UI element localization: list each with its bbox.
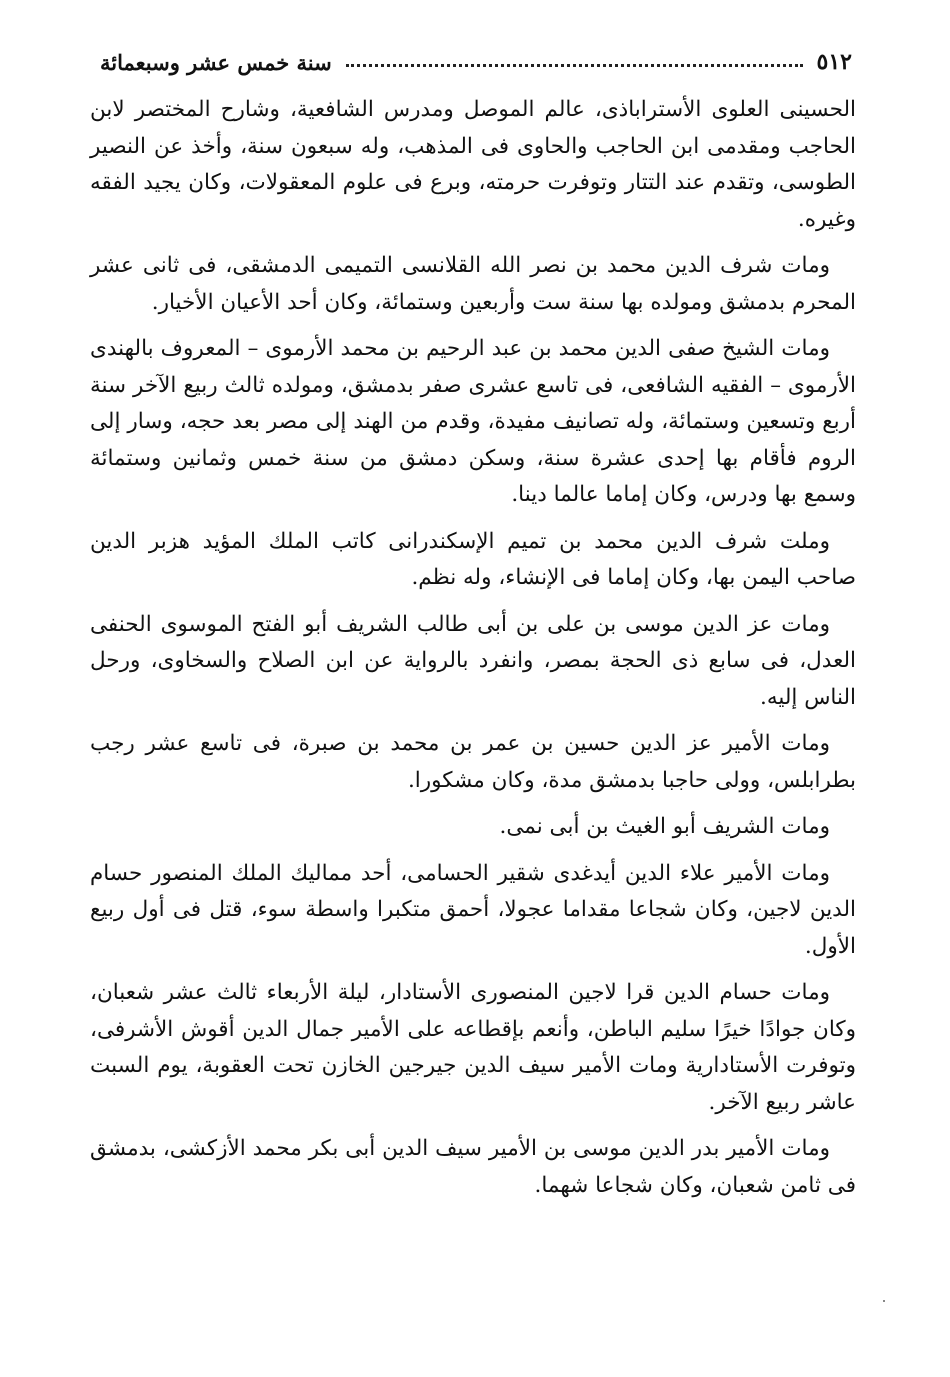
- paragraph: ومات شرف الدين محمد بن نصر الله القلانسى التميمى الدمشقى، فى ثانى عشر المحرم بدمشق ومولده بها سنة ست وأربعين وستمائة، وكان أحد الأعيان الأخيار.: [90, 253, 856, 315]
- paragraph: ومات حسام الدين قرا لاجين المنصورى الأستادار، ليلة الأربعاء ثالث عشر شعبان، وكان جوادًا خيرًا سليم الباطن، وأنعم بإقطاعه على الأمير جمال الدين أقوش الأشرفى، وتوفرت الأستادارية ومات الأمير سيف الدين جيرجين الخازن تحت العقوبة، يوم السبت عاشر ربيع الآخر.: [90, 980, 856, 1115]
- paragraph: ومات الأمير عز الدين حسين بن عمر بن محمد بن صبرة، فى تاسع عشر رجب بطرابلس، وولى حاجبا بدمشق مدة، وكان مشكورا.: [90, 731, 856, 793]
- body-text: [90, 92, 856, 1214]
- paragraph: الحسينى العلوى الأستراباذى، عالم الموصل ومدرس الشافعية، وشارح المختصر لابن الحاجب ومقدمى ابن الحاجب والحاوى فى المذهب، وله سبعون سنة، وأخذ عن النصير الطوسى، وتقدم عند التتار وتوفرت حرمته، وبرع فى علوم المعقولات، وكان يجيد الفقه وغيره.: [90, 97, 856, 232]
- running-header: [100, 44, 852, 80]
- paragraph: ومات عز الدين موسى بن على بن أبى طالب الشريف أبو الفتح الموسوى الحنفى العدل، فى سابع ذى الحجة بمصر، وانفرد بالرواية عن ابن الصلاح والسخاوى، ورحل الناس إليه.: [90, 611, 856, 710]
- running-title: سنة خمس عشر وسبعمائة: [100, 49, 332, 75]
- margin-speck: [883, 1300, 885, 1302]
- paragraph: ومات الشيخ صفى الدين محمد بن عبد الرحيم بن محمد الأرموى – المعروف بالهندى الأرموى – الفقيه الشافعى، فى تاسع عشرى صفر بدمشق، ومولده ثالث ربيع الآخر سنة أربع وتسعين وستمائة، وله تصانيف مفيدة، وقدم من الهند إلى مصر بعد حجه، وسار إلى الروم فأقام بها إحدى عشرة سنة، وسكن دمشق من سنة خمس وثمانين وستمائة وسمع بها ودرس، وكان إماما عالما دينا.: [90, 336, 856, 507]
- paragraph: وملت شرف الدين محمد بن تميم الإسكندرانى كاتب الملك المؤيد هزبر الدين صاحب اليمن بها، وكان إماما فى الإنشاء، وله نظم.: [90, 528, 856, 590]
- header-leader-dots: [346, 64, 803, 67]
- paragraph: ومات الأمير علاء الدين أيدغدى شقير الحسامى، أحد مماليك الملك المنصور حسام الدين لاجين، وكان شجاعا مقداما عجولا، أحمق متكبرا واسطة سوء، قتل فى أول ربيع الأول.: [90, 860, 856, 959]
- paragraph: ومات الأمير بدر الدين موسى بن الأمير سيف الدين أبى بكر محمد الأزكشى، بدمشق فى ثامن شعبان، وكان شجاعا شهما.: [90, 1136, 856, 1198]
- paragraph: ومات الشريف أبو الغيث بن أبى نمى.: [499, 814, 830, 839]
- page-number: ٥١٢: [816, 49, 852, 75]
